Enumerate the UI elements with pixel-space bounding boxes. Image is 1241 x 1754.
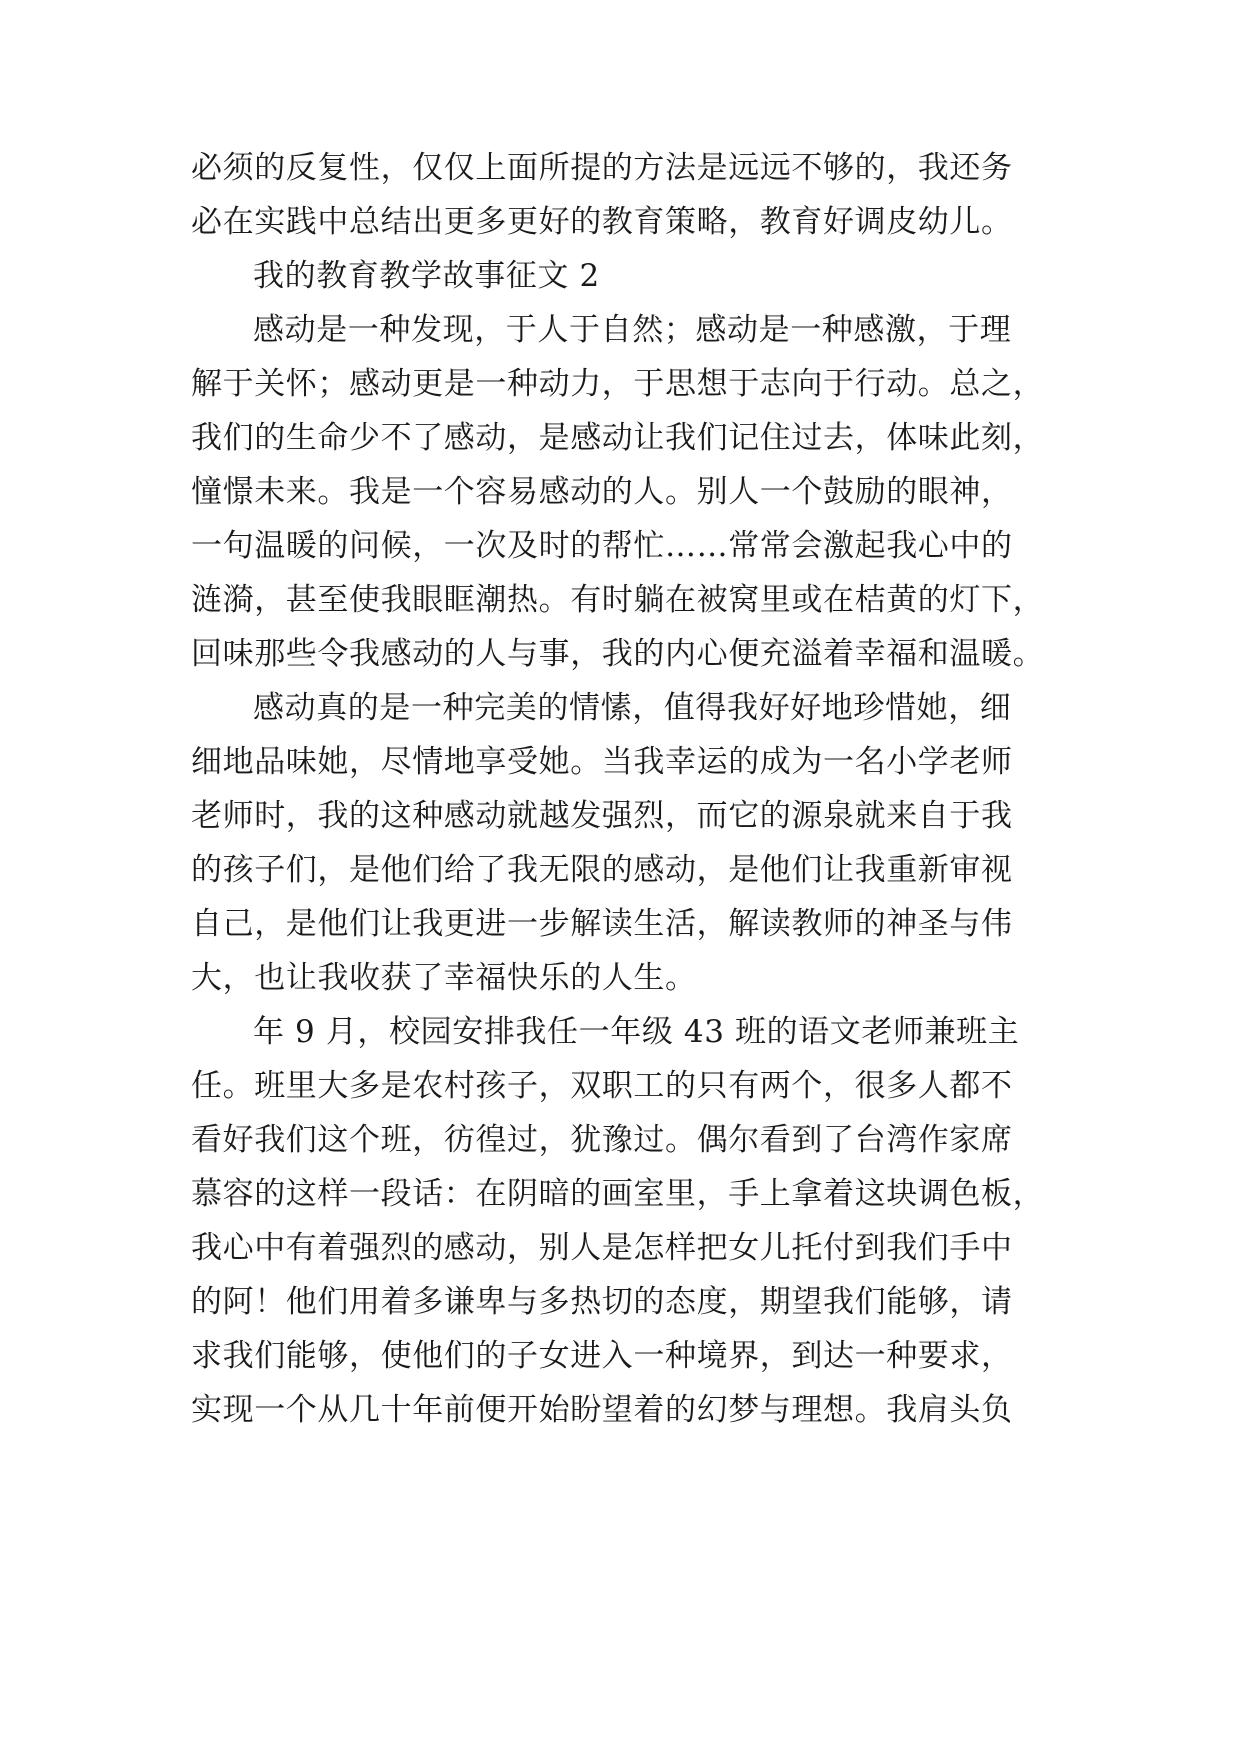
text-line: 自己，是他们让我更进一步解读生活，解读教师的神圣与伟 <box>191 906 1013 942</box>
section-heading: 我的教育教学故事征文 2 <box>253 258 600 294</box>
text-line: 解于关怀；感动更是一种动力，于思想于志向于行动。总之， <box>191 366 1045 402</box>
text-line: 慕容的这样一段话：在阴暗的画室里，手上拿着这块调色板， <box>191 1176 1045 1212</box>
text-line: 必须的反复性，仅仅上面所提的方法是远远不够的，我还务 <box>191 150 1013 186</box>
text-line: 求我们能够，使他们的子女进入一种境界，到达一种要求， <box>191 1338 1013 1374</box>
text-line: 感动是一种发现，于人于自然；感动是一种感激，于理 <box>253 312 1012 348</box>
text-line: 细地品味她，尽情地享受她。当我幸运的成为一名小学老师 <box>191 744 1013 780</box>
text-line: 的孩子们，是他们给了我无限的感动，是他们让我重新审视 <box>191 852 1013 888</box>
text-line: 的阿！他们用着多谦卑与多热切的态度，期望我们能够，请 <box>191 1284 1013 1320</box>
text-line: 我们的生命少不了感动，是感动让我们记住过去，体味此刻， <box>191 420 1045 456</box>
text-line: 看好我们这个班，彷徨过，犹豫过。偶尔看到了台湾作家席 <box>191 1122 1013 1158</box>
text-line: 我心中有着强烈的感动，别人是怎样把女儿托付到我们手中 <box>191 1230 1013 1266</box>
text-line: 实现一个从几十年前便开始盼望着的幻梦与理想。我肩头负 <box>191 1392 1013 1428</box>
text-line: 老师时，我的这种感动就越发强烈，而它的源泉就来自于我 <box>191 798 1013 834</box>
text-line: 任。班里大多是农村孩子，双职工的只有两个，很多人都不 <box>191 1068 1013 1104</box>
text-line: 大，也让我收获了幸福快乐的人生。 <box>191 960 697 996</box>
text-line: 回味那些令我感动的人与事，我的内心便充溢着幸福和温暖。 <box>191 636 1045 672</box>
text-line: 涟漪，甚至使我眼眶潮热。有时躺在被窝里或在桔黄的灯下， <box>191 582 1045 618</box>
text-line: 年 9 月，校园安排我任一年级 43 班的语文老师兼班主 <box>253 1014 1020 1050</box>
text-line: 必在实践中总结出更多更好的教育策略，教育好调皮幼儿。 <box>191 204 1013 240</box>
text-line: 一句温暖的问候，一次及时的帮忙……常常会激起我心中的 <box>191 528 1013 564</box>
text-line: 憧憬未来。我是一个容易感动的人。别人一个鼓励的眼神， <box>191 474 1013 510</box>
text-line: 感动真的是一种完美的情愫，值得我好好地珍惜她，细 <box>253 690 1012 726</box>
